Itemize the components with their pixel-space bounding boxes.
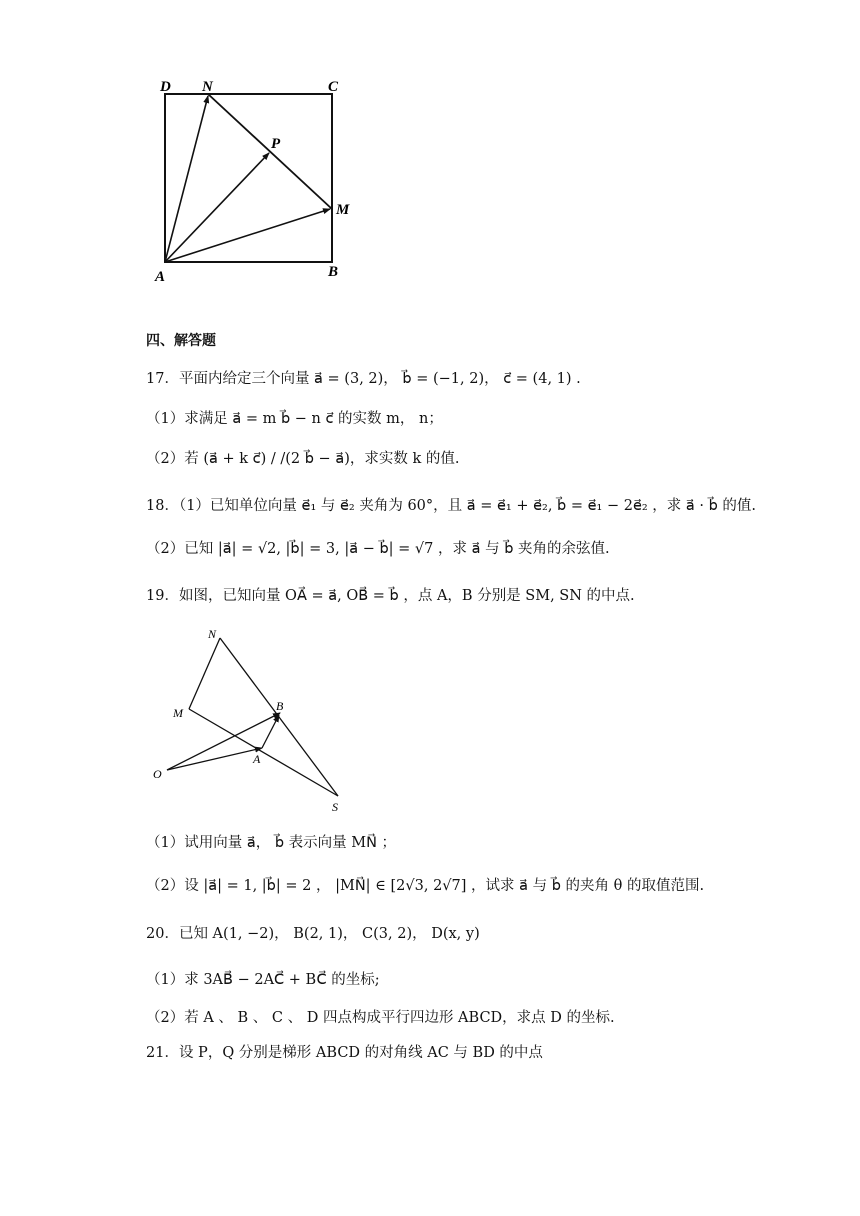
label-n2: N bbox=[208, 627, 217, 641]
q18-part1: 18．（1）已知单位向量 e⃗₁ 与 e⃗₂ 夹角为 60°，且 a⃗ = e⃗₁ + e⃗₂, b⃗ = e⃗₁ − 2e⃗₂ ，求 a⃗ · b⃗ 的值. bbox=[146, 498, 757, 514]
segment-nm bbox=[208, 94, 332, 209]
vector-ob bbox=[167, 713, 280, 770]
vector-oa bbox=[167, 748, 262, 770]
label-m: M bbox=[336, 202, 350, 218]
square-vector-figure bbox=[150, 72, 370, 287]
label-b: B bbox=[328, 264, 339, 280]
q19-stem: 19．如图，已知向量 OA⃗ = a⃗, OB⃗ = b⃗ ，点 A，B 分别是 SM, SN 的中点. bbox=[146, 588, 635, 604]
vector-an bbox=[165, 96, 208, 262]
q20-part2: （2）若 A 、 B 、 C 、 D 四点构成平行四边形 ABCD，求点 D 的坐标. bbox=[146, 1010, 615, 1026]
label-o2: O bbox=[153, 767, 162, 781]
label-n: N bbox=[202, 79, 213, 95]
q19-part2: （2）设 |a⃗| = 1, |b⃗| = 2 ， |MN⃗| ∈ [2√3, 2√7] ，试求 a⃗ 与 b⃗ 的夹角 θ 的取值范围. bbox=[146, 878, 705, 894]
q17-part1: （1）求满足 a⃗ = m b⃗ − n c⃗ 的实数 m， n； bbox=[146, 411, 443, 427]
section-title: 四、解答题 bbox=[146, 333, 216, 349]
label-d: D bbox=[160, 79, 171, 95]
q20-part1: （1）求 3AB⃗ − 2AC⃗ + BC⃗ 的坐标; bbox=[146, 972, 380, 988]
label-a2: A bbox=[253, 752, 261, 766]
q20-stem: 20．已知 A(1, −2)， B(2, 1)， C(3, 2)， D(x, y) bbox=[146, 926, 480, 942]
q17-stem: 17．平面内给定三个向量 a⃗ = (3, 2)， b⃗ = (−1, 2)， c⃗ = (4, 1) . bbox=[146, 371, 581, 387]
label-m2: M bbox=[173, 706, 183, 720]
q18-part2: （2）已知 |a⃗| = √2, |b⃗| = 3, |a⃗ − b⃗| = √7 ，求 a⃗ 与 b⃗ 夹角的余弦值. bbox=[146, 541, 610, 557]
label-s2: S bbox=[332, 800, 338, 814]
label-a: A bbox=[155, 269, 166, 285]
q19-part1: （1）试用向量 a⃗， b⃗ 表示向量 MN⃗ ； bbox=[146, 835, 397, 851]
segment-mn bbox=[189, 638, 220, 709]
label-p: P bbox=[271, 136, 281, 152]
label-c: C bbox=[328, 79, 339, 95]
triangle-vector-figure bbox=[145, 622, 365, 817]
segment-ns bbox=[220, 638, 338, 796]
label-b2: B bbox=[276, 699, 284, 713]
q17-part2: （2）若 (a⃗ + k c⃗) / /(2 b⃗ − a⃗)，求实数 k 的值. bbox=[146, 451, 460, 467]
q21-stem: 21．设 P，Q 分别是梯形 ABCD 的对角线 AC 与 BD 的中点 bbox=[146, 1045, 543, 1061]
vector-ab bbox=[262, 715, 279, 748]
